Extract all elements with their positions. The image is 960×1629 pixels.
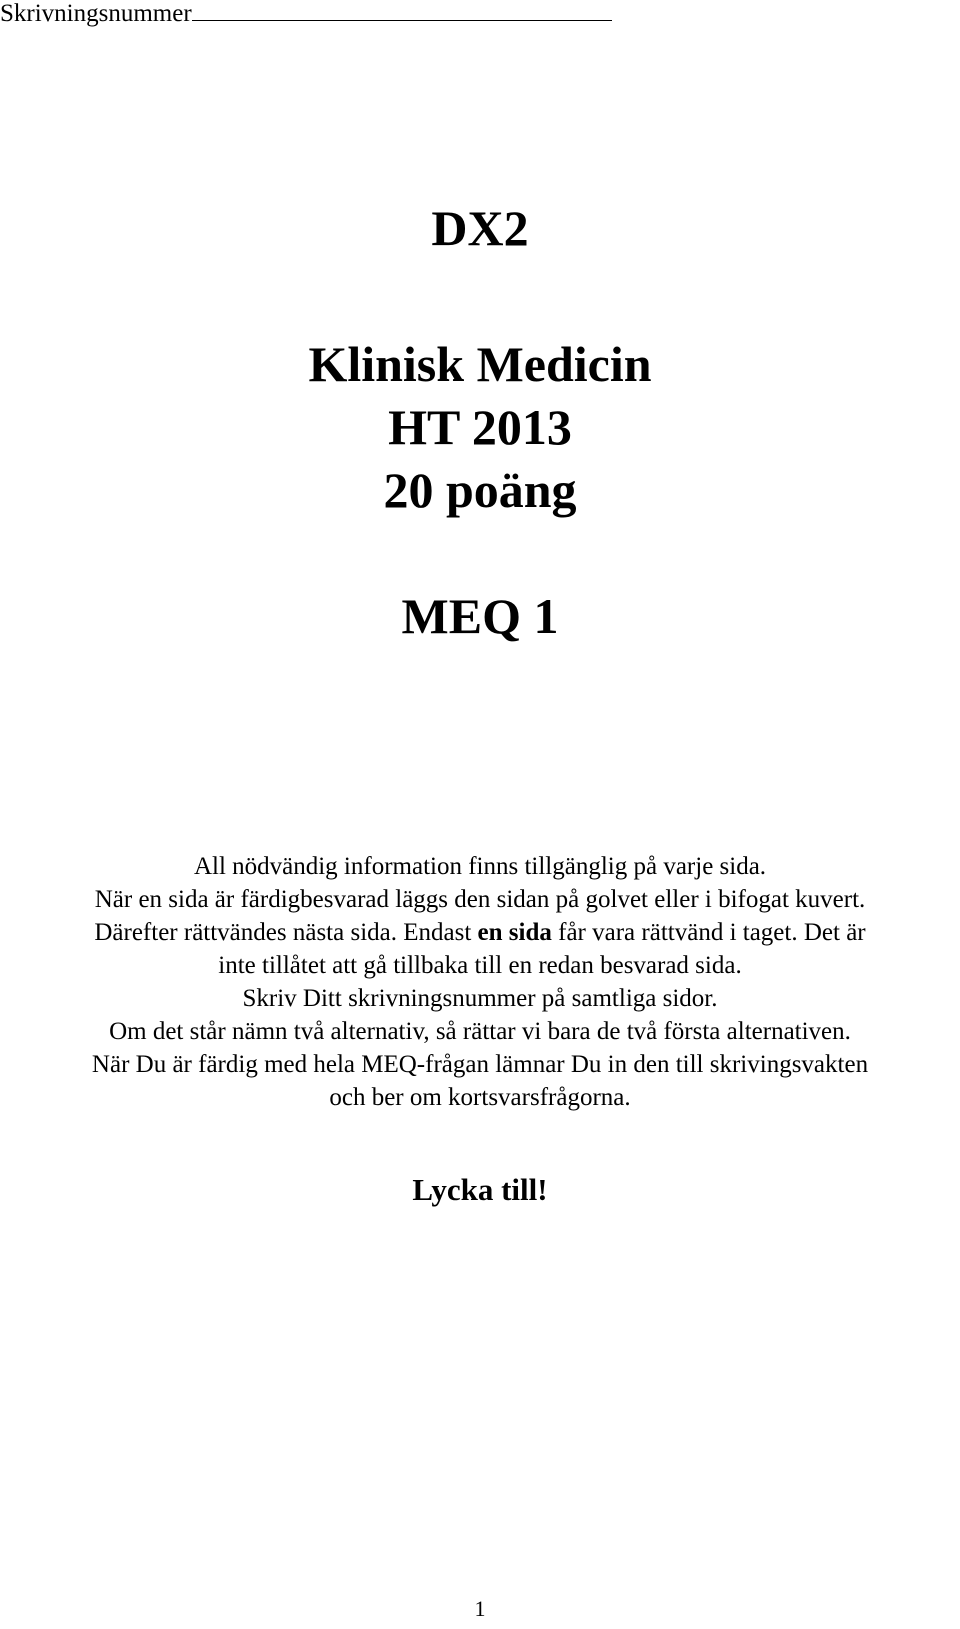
instruction-line-2: När en sida är färdigbesvarad läggs den sidan på golvet eller i bifogat kuvert. (94, 886, 866, 913)
part-title: MEQ 1 (401, 588, 559, 644)
instruction-line-6: Om det står nämn två alternativ, så rättar vi bara de två första alternativen. (109, 1018, 851, 1045)
instruction-emphasis: en sida (477, 919, 552, 946)
exam-number-label: Skrivningsnummer (0, 0, 192, 27)
subject-title: Klinisk Medicin (308, 336, 652, 392)
instruction-line-1: All nödvändig information finns tillgänglig på varje sida. (193, 853, 767, 880)
course-code: DX2 (431, 200, 529, 256)
term-title: HT 2013 (388, 399, 572, 455)
exam-number-blank-line (192, 0, 612, 21)
instruction-line-3 (0, 916, 960, 949)
instruction-line-8: och ber om kortsvarsfrågorna. (329, 1084, 631, 1111)
instruction-line-5: Skriv Ditt skrivningsnummer på samtliga sidor. (242, 985, 718, 1012)
instruction-line-4: inte tillåtet att gå tillbaka till en redan besvarad sida. (218, 952, 742, 979)
points-title: 20 poäng (383, 462, 577, 518)
instruction-line-3-end: får vara rättvänd i taget. Det är (551, 919, 866, 946)
instruction-line-3-start: Därefter rättvändes nästa sida. Endast (94, 919, 478, 946)
page-number: 1 (474, 1596, 486, 1621)
closing-message: Lycka till! (412, 1172, 548, 1207)
instruction-line-7: När Du är färdig med hela MEQ-frågan lämnar Du in den till skrivingsvakten (91, 1051, 869, 1078)
exam-number-field (0, 0, 612, 28)
